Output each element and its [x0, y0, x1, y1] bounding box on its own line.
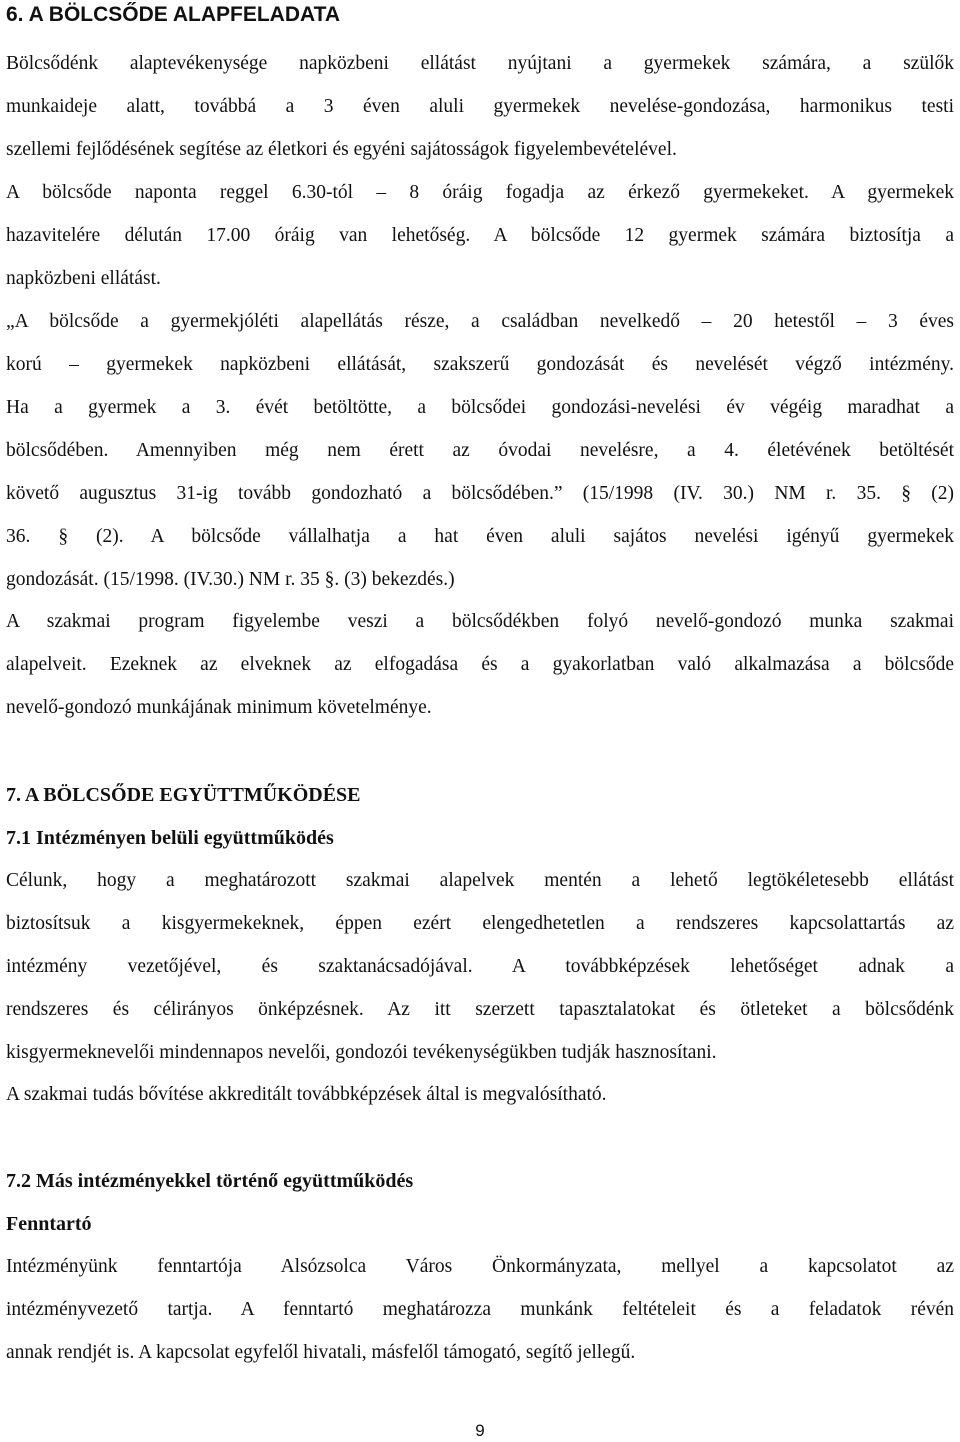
text-line: annak rendjét is. A kapcsolat egyfelől hivatali, másfelől támogató, segítő jellegű.	[6, 1342, 636, 1363]
text-line: napközbeni ellátást.	[6, 268, 161, 289]
text-line: hazavitelére délután 17.00 óráig van lehetőség. A bölcsőde 12 gyermek számára biztosítja a	[6, 225, 954, 246]
text-line: rendszeres és célirányos önképzésnek. Az itt szerzett tapasztalatokat és ötleteket a bölcsődénk	[6, 999, 954, 1020]
fenntarto-subheading: Fenntartó	[6, 1213, 92, 1235]
text-line: nevelő-gondozó munkájának minimum követelménye.	[6, 697, 432, 718]
text-line: A bölcsőde naponta reggel 6.30-tól – 8 óráig fogadja az érkező gyermekeket. A gyermekek	[6, 182, 954, 203]
text-line: intézmény vezetőjével, és szaktanácsadójával. A továbbképzések lehetőséget adnak a	[6, 956, 954, 977]
text-line: kisgyermeknevelői mindennapos nevelői, gondozói tevékenységükben tudják hasznosítani.	[6, 1042, 717, 1063]
text-line: korú – gyermekek napközbeni ellátását, szakszerű gondozását és nevelését végző intézmény.	[6, 354, 954, 375]
text-line: biztosítsuk a kisgyermekeknek, éppen ezért elengedhetetlen a rendszeres kapcsolattartás az	[6, 913, 954, 934]
text-line: A szakmai tudás bővítése akkreditált továbbképzések által is megvalósítható.	[6, 1084, 607, 1105]
text-line: A szakmai program figyelembe veszi a bölcsődékben folyó nevelő-gondozó munka szakmai	[6, 611, 954, 632]
text-line: szellemi fejlődésének segítése az életkori és egyéni sajátosságok figyelembevételével.	[6, 139, 677, 160]
text-line: 36. § (2). A bölcsőde vállalhatja a hat éven aluli sajátos nevelési igényű gyermekek	[6, 526, 954, 547]
text-line: Ha a gyermek a 3. évét betöltötte, a bölcsődei gondozási-nevelési év végéig maradhat a	[6, 397, 954, 418]
section-6-heading: 6. A BÖLCSŐDE ALAPFELADATA	[6, 3, 341, 26]
text-line: Bölcsődénk alaptevékenysége napközbeni ellátást nyújtani a gyermekek számára, a szülők	[6, 53, 954, 74]
text-line: Célunk, hogy a meghatározott szakmai alapelvek mentén a lehető legtökéletesebb ellátást	[6, 870, 954, 891]
section-7-2-heading: 7.2 Más intézményekkel történő együttműködés	[6, 1170, 414, 1192]
text-line: alapelveit. Ezeknek az elveknek az elfogadása és a gyakorlatban való alkalmazása a bölcsőde	[6, 654, 954, 675]
section-7-1-heading: 7.1 Intézményen belüli együttműködés	[6, 827, 334, 849]
text-line: követő augusztus 31-ig tovább gondozható a bölcsődében.” (15/1998 (IV. 30.) NM r. 35. § (2)	[6, 483, 954, 504]
text-line: bölcsődében. Amennyiben még nem érett az óvodai nevelésre, a 4. életévének betöltését	[6, 440, 954, 461]
text-line: gondozását. (15/1998. (IV.30.) NM r. 35 §. (3) bekezdés.)	[6, 569, 455, 590]
section-7-heading: 7. A BÖLCSŐDE EGYÜTTMŰKÖDÉSE	[6, 784, 361, 806]
text-line: munkaideje alatt, továbbá a 3 éven aluli gyermekek nevelése-gondozása, harmonikus testi	[6, 96, 954, 117]
text-line: Intézményünk fenntartója Alsózsolca Város Önkormányzata, mellyel a kapcsolatot az	[6, 1256, 954, 1277]
page-number: 9	[475, 1421, 485, 1440]
text-line: „A bölcsőde a gyermekjóléti alapellátás része, a családban nevelkedő – 20 hetestől – 3 éves	[6, 311, 954, 332]
text-line: intézményvezető tartja. A fenntartó meghatározza munkánk feltételeit és a feladatok révén	[6, 1299, 954, 1320]
